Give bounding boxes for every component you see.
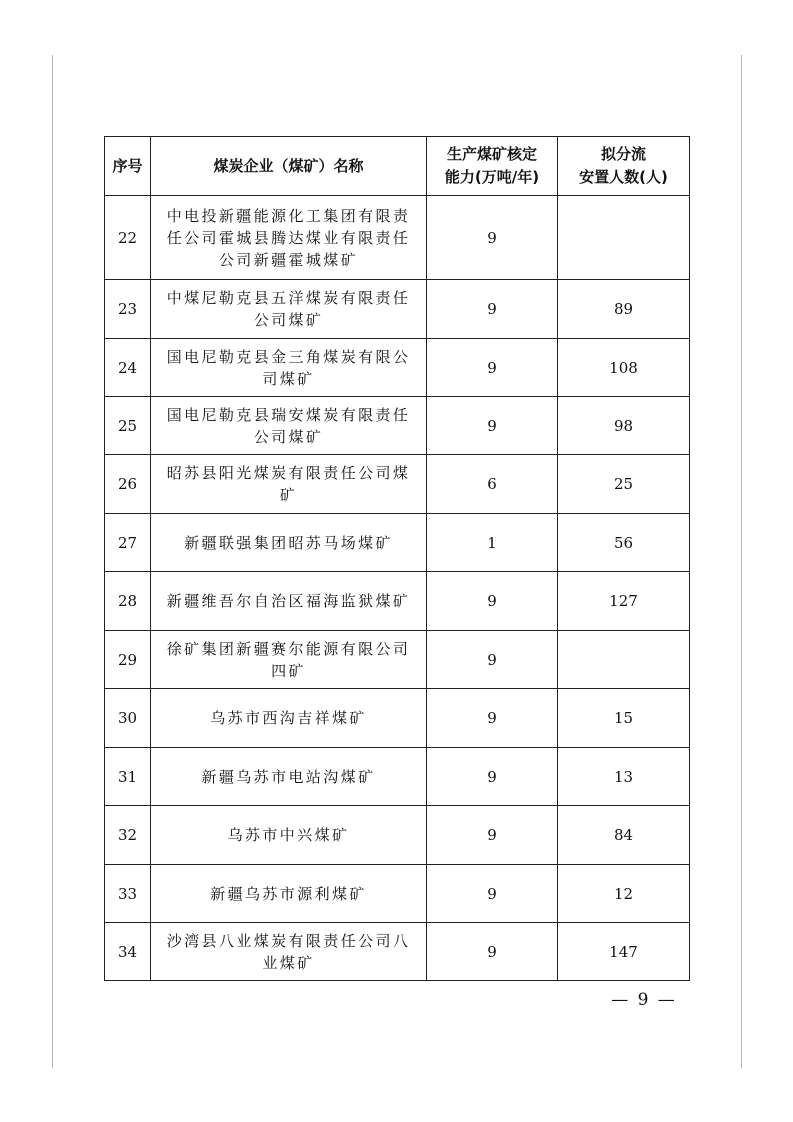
cell-capacity: 9 xyxy=(427,280,558,339)
cell-seq: 27 xyxy=(105,514,151,572)
cell-name: 新疆乌苏市电站沟煤矿 xyxy=(151,748,427,806)
cell-seq: 32 xyxy=(105,806,151,865)
cell-capacity: 9 xyxy=(427,339,558,397)
cell-name: 徐矿集团新疆赛尔能源有限公司 四矿 xyxy=(151,631,427,689)
cell-staff: 15 xyxy=(558,689,690,748)
table-row xyxy=(105,923,690,981)
cell-name: 中煤尼勒克县五洋煤炭有限责任 公司煤矿 xyxy=(151,280,427,339)
cell-capacity: 9 xyxy=(427,806,558,865)
table-header xyxy=(105,137,690,196)
table-row xyxy=(105,339,690,397)
table-row xyxy=(105,514,690,572)
cell-seq: 33 xyxy=(105,865,151,923)
cell-name: 新疆维吾尔自治区福海监狱煤矿 xyxy=(151,572,427,631)
cell-staff: 12 xyxy=(558,865,690,923)
cell-capacity: 6 xyxy=(427,455,558,514)
cell-staff: 147 xyxy=(558,923,690,981)
cell-seq: 28 xyxy=(105,572,151,631)
cell-seq: 30 xyxy=(105,689,151,748)
cell-name: 乌苏市中兴煤矿 xyxy=(151,806,427,865)
page-number: — 9 — xyxy=(611,990,677,1010)
page-margin-line-left xyxy=(52,55,53,1068)
cell-staff xyxy=(558,196,690,280)
cell-name: 昭苏县阳光煤炭有限责任公司煤 矿 xyxy=(151,455,427,514)
cell-staff: 127 xyxy=(558,572,690,631)
table-row xyxy=(105,631,690,689)
table-row xyxy=(105,572,690,631)
cell-capacity: 9 xyxy=(427,923,558,981)
table-row xyxy=(105,455,690,514)
cell-capacity: 9 xyxy=(427,689,558,748)
cell-staff: 84 xyxy=(558,806,690,865)
table-row xyxy=(105,196,690,280)
cell-seq: 25 xyxy=(105,397,151,455)
table-row xyxy=(105,806,690,865)
page-margin-line-right xyxy=(741,55,742,1068)
cell-staff: 89 xyxy=(558,280,690,339)
cell-name: 国电尼勒克县金三角煤炭有限公 司煤矿 xyxy=(151,339,427,397)
cell-staff: 13 xyxy=(558,748,690,806)
cell-seq: 31 xyxy=(105,748,151,806)
cell-capacity: 9 xyxy=(427,631,558,689)
cell-name: 乌苏市西沟吉祥煤矿 xyxy=(151,689,427,748)
cell-staff: 98 xyxy=(558,397,690,455)
header-seq: 序号 xyxy=(105,137,151,196)
cell-name: 国电尼勒克县瑞安煤炭有限责任 公司煤矿 xyxy=(151,397,427,455)
cell-seq: 24 xyxy=(105,339,151,397)
coal-mine-table xyxy=(104,136,690,981)
cell-name: 中电投新疆能源化工集团有限责 任公司霍城县腾达煤业有限责任 公司新疆霍城煤矿 xyxy=(151,196,427,280)
table-row xyxy=(105,689,690,748)
cell-name: 新疆乌苏市源利煤矿 xyxy=(151,865,427,923)
header-staff: 拟分流 安置人数(人) xyxy=(558,137,690,196)
cell-seq: 29 xyxy=(105,631,151,689)
cell-staff xyxy=(558,631,690,689)
cell-capacity: 9 xyxy=(427,572,558,631)
table-body xyxy=(105,196,690,981)
cell-name: 新疆联强集团昭苏马场煤矿 xyxy=(151,514,427,572)
cell-capacity: 9 xyxy=(427,397,558,455)
cell-staff: 108 xyxy=(558,339,690,397)
table-row xyxy=(105,748,690,806)
cell-capacity: 9 xyxy=(427,748,558,806)
cell-staff: 25 xyxy=(558,455,690,514)
table-row xyxy=(105,397,690,455)
header-company-name: 煤炭企业（煤矿）名称 xyxy=(151,137,427,196)
table-row xyxy=(105,865,690,923)
cell-name: 沙湾县八业煤炭有限责任公司八 业煤矿 xyxy=(151,923,427,981)
header-row xyxy=(105,137,690,196)
cell-seq: 34 xyxy=(105,923,151,981)
cell-seq: 22 xyxy=(105,196,151,280)
cell-capacity: 9 xyxy=(427,865,558,923)
table-row xyxy=(105,280,690,339)
cell-seq: 26 xyxy=(105,455,151,514)
cell-capacity: 1 xyxy=(427,514,558,572)
cell-seq: 23 xyxy=(105,280,151,339)
cell-capacity: 9 xyxy=(427,196,558,280)
header-capacity: 生产煤矿核定 能力(万吨/年) xyxy=(427,137,558,196)
cell-staff: 56 xyxy=(558,514,690,572)
